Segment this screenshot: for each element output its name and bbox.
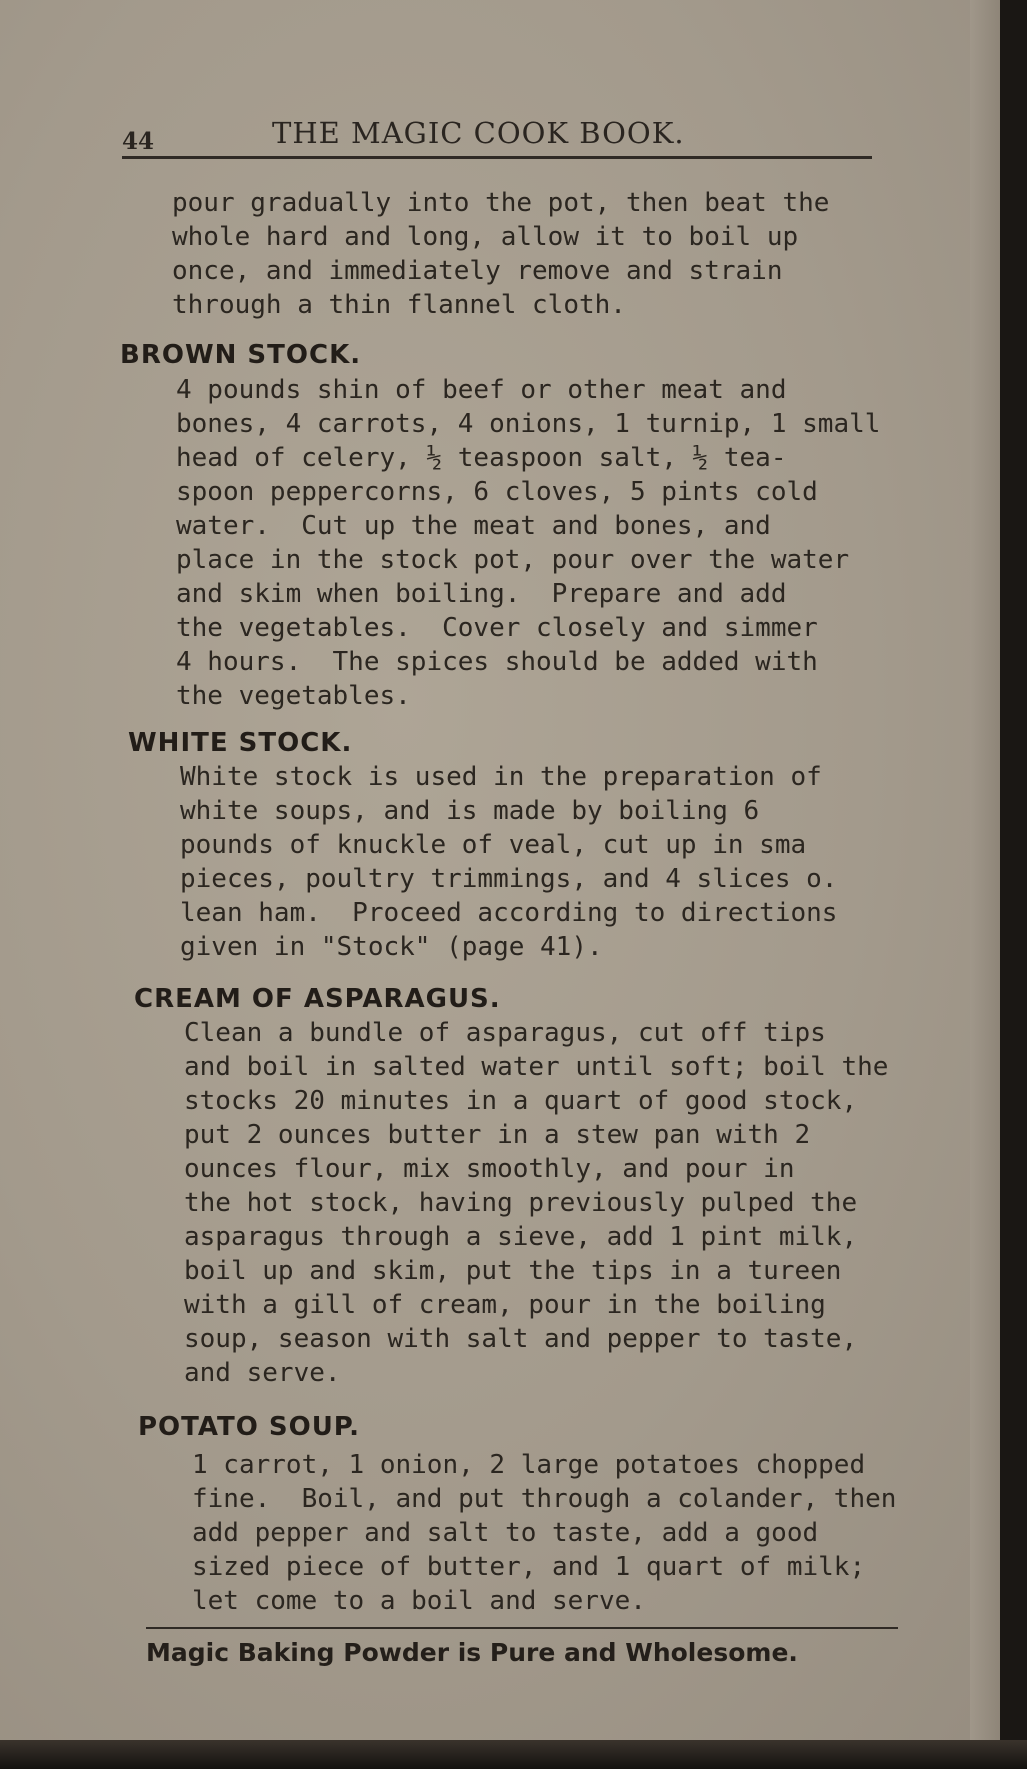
text-line: sized piece of butter, and 1 quart of milk; bbox=[192, 1552, 866, 1582]
text-line: given in "Stock" (page 41). bbox=[180, 932, 603, 962]
text-line: put 2 ounces butter in a stew pan with 2 bbox=[184, 1120, 811, 1150]
running-title: THE MAGIC COOK BOOK. bbox=[272, 116, 685, 150]
text-line: and boil in salted water until soft; boil the bbox=[184, 1052, 889, 1082]
text-line: ounces flour, mix smoothly, and pour in bbox=[184, 1154, 795, 1184]
text-line: white soups, and is made by boiling 6 bbox=[180, 796, 760, 826]
text-line: the vegetables. bbox=[176, 681, 411, 711]
recipe-body-white-stock bbox=[180, 760, 837, 964]
text-line: let come to a boil and serve. bbox=[192, 1586, 646, 1616]
header-rule bbox=[122, 156, 872, 159]
text-line: Clean a bundle of asparagus, cut off tips bbox=[184, 1018, 826, 1048]
text-line: pour gradually into the pot, then beat the bbox=[172, 188, 830, 218]
text-line: head of celery, ½ teaspoon salt, ½ tea- bbox=[176, 443, 787, 473]
text-line: White stock is used in the preparation of bbox=[180, 762, 822, 792]
book-spine-shadow bbox=[0, 1740, 1027, 1769]
page-number: 44 bbox=[122, 128, 155, 155]
text-line: spoon peppercorns, 6 cloves, 5 pints cold bbox=[176, 477, 818, 507]
text-line: whole hard and long, allow it to boil up bbox=[172, 222, 799, 252]
text-line: stocks 20 minutes in a quart of good stock, bbox=[184, 1086, 858, 1116]
recipe-heading-white-stock: WHITE STOCK. bbox=[128, 728, 353, 758]
footer-rule bbox=[146, 1627, 898, 1629]
text-line: with a gill of cream, pour in the boiling bbox=[184, 1290, 826, 1320]
text-line: pounds of knuckle of veal, cut up in sma bbox=[180, 830, 807, 860]
text-line: lean ham. Proceed according to directions bbox=[180, 898, 838, 928]
intro-paragraph bbox=[172, 186, 829, 322]
text-line: asparagus through a sieve, add 1 pint milk, bbox=[184, 1222, 858, 1252]
text-line: water. Cut up the meat and bones, and bbox=[176, 511, 771, 541]
text-line: 4 hours. The spices should be added with bbox=[176, 647, 818, 677]
text-line: boil up and skim, put the tips in a tureen bbox=[184, 1256, 842, 1286]
text-line: the hot stock, having previously pulped the bbox=[184, 1188, 858, 1218]
recipe-heading-brown-stock: BROWN STOCK. bbox=[120, 340, 362, 370]
page-edge bbox=[970, 0, 1000, 1755]
text-line: soup, season with salt and pepper to taste, bbox=[184, 1324, 858, 1354]
recipe-heading-cream-of-asparagus: CREAM OF ASPARAGUS. bbox=[134, 984, 501, 1014]
text-line: and skim when boiling. Prepare and add bbox=[176, 579, 787, 609]
recipe-heading-potato-soup: POTATO SOUP. bbox=[138, 1412, 360, 1442]
text-line: pieces, poultry trimmings, and 4 slices o. bbox=[180, 864, 838, 894]
recipe-body-cream-of-asparagus bbox=[184, 1016, 888, 1390]
text-line: through a thin flannel cloth. bbox=[172, 290, 626, 320]
page-header bbox=[122, 108, 872, 158]
text-line: place in the stock pot, pour over the water bbox=[176, 545, 850, 575]
page-footer: Magic Baking Powder is Pure and Wholesome. bbox=[146, 1638, 798, 1667]
text-line: the vegetables. Cover closely and simmer bbox=[176, 613, 818, 643]
text-line: 4 pounds shin of beef or other meat and bbox=[176, 375, 787, 405]
text-line: add pepper and salt to taste, add a good bbox=[192, 1518, 819, 1548]
text-line: and serve. bbox=[184, 1358, 341, 1388]
text-line: 1 carrot, 1 onion, 2 large potatoes chopped bbox=[192, 1450, 866, 1480]
text-line: once, and immediately remove and strain bbox=[172, 256, 783, 286]
recipe-body-potato-soup bbox=[192, 1448, 896, 1618]
text-line: bones, 4 carrots, 4 onions, 1 turnip, 1 small bbox=[176, 409, 881, 439]
recipe-body-brown-stock bbox=[176, 373, 880, 713]
text-line: fine. Boil, and put through a colander, then bbox=[192, 1484, 897, 1514]
